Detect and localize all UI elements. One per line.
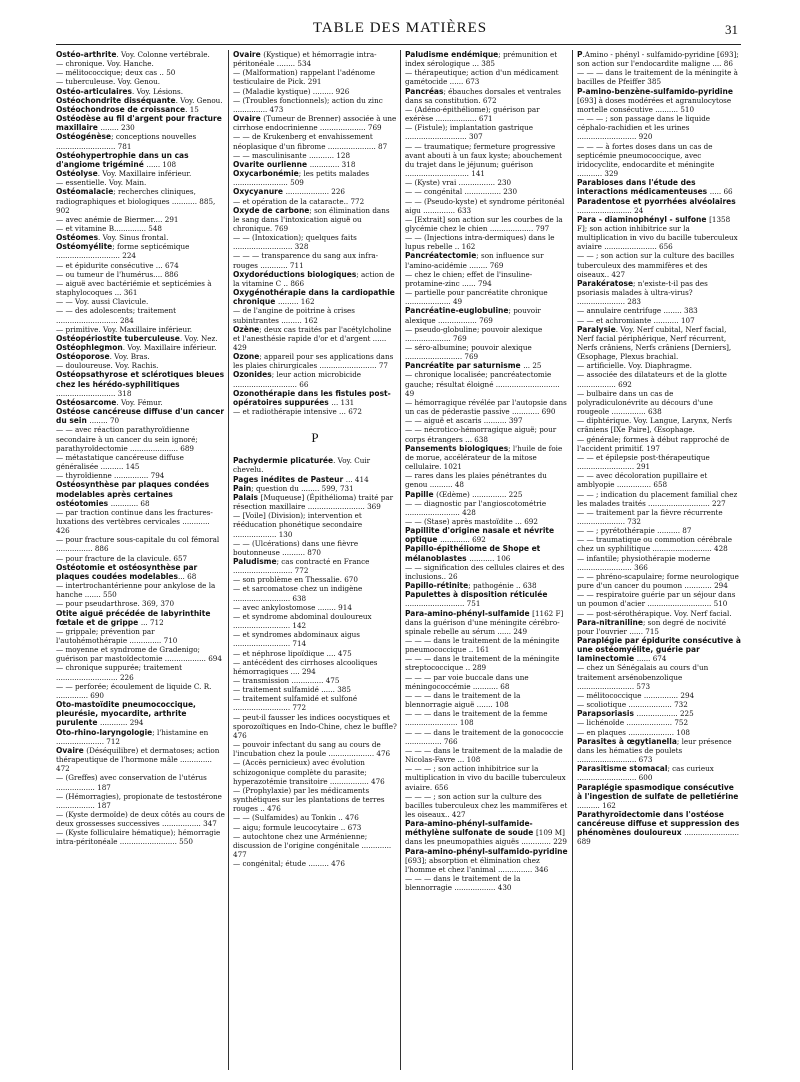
header-rule (56, 44, 741, 45)
index-entry: Ozonides; leur action microbicide ............................ 66 (233, 370, 362, 389)
index-entry: — — diagnostic par l'angioscotométrie ........................ 428 (405, 498, 547, 517)
index-entry: — transmission .............. 475 (233, 676, 340, 685)
index-entry: — — post-sérothérapique. Voy. Nerf facial. (577, 608, 732, 618)
index-entry: Pain; question du ........ 599, 731 (233, 483, 354, 493)
index-entry: — (Adéno-épithéliome); guérison par exérèse .................. 671 (405, 104, 540, 124)
index-entry: — — traitement par la fièvre récurrente ..................... 732 (577, 507, 723, 526)
index-entry: — essentielle. Voy. Main. (56, 178, 147, 188)
index-entry: — (Kyste dermoïde) de deux côtés au cours de deux grossesses successives ................. 347 (56, 809, 225, 829)
index-entry: P-amino-benzène-sulfamido-pyridine [693] à doses modérées et agranulocytose mortelle consécutive .......... 510 (577, 86, 733, 114)
index-entry: — (Greffes) avec conservation de l'utérus ................. 187 (56, 773, 207, 792)
index-entry: Otite aiguë précédée de labyrinthite fœtale et de grippe ... 712 (56, 608, 211, 627)
index-entry: — pseudo-globuline; pouvoir alexique .................... 769 (405, 324, 543, 343)
index-entry: — — — par voie buccale dans une méningococcémie ........... 68 (405, 672, 529, 691)
index-entry: Pancréatine-euglobuline; pouvoir alexique ................. 769 (405, 306, 541, 325)
index-entry: — et épidurite consécutive ... 674 (56, 260, 179, 270)
index-entry: Ostéoporose. Voy. Bras. (56, 352, 150, 362)
index-entry: — — (Stase) après mastoïdite ... 692 (405, 516, 538, 526)
index-entry: — de l'angine de poitrine à crises subintrantes ......... 162 (233, 306, 355, 325)
index-entry: — mélitococcique; deux cas .. 50 (56, 68, 176, 78)
index-entry: Ostéochondrite disséquante. Voy. Genou. (56, 95, 223, 105)
index-entry: — — des adolescents; traitement ........................... 284 (56, 306, 177, 325)
index-entry: — en plaques .................... 108 (577, 727, 690, 737)
index-column-2 (228, 50, 400, 1070)
index-entry: — — — ; son action sur la culture des bacilles tuberculeux chez les mammifères et les oiseaux.. 427 (405, 791, 568, 819)
index-entry: — — — dans le traitement de la méningite à bacilles de Pfeiffer 385 (577, 68, 738, 87)
index-entry: — par traction continue dans les fractures-luxations des vertèbres cervicales ............ 426 (56, 507, 213, 536)
index-entry: — — — ; son action inhibitrice sur la multiplication in vivo du bacille tuberculeux aviaire. 656 (405, 764, 566, 792)
index-entry: — pouvoir infectant du sang au cours de l'incubation chez la poule .................... 476 (233, 740, 391, 759)
index-entry: Papillite d'origine nasale et névrite optique ............. 692 (405, 526, 555, 545)
index-entry: — diphtérique. Voy. Langue, Larynx, Nerfs crâniens [IXe Paire], Œsophage. (577, 416, 732, 435)
index-entry: Para - diaminophényl - sulfone [1358 F]; son action inhibitrice sur la multiplication in vivo du bacille tuberculeux aviaire ....................... 656 (577, 214, 738, 252)
index-entry: Oxyde de carbone; son élimination dans le sang dans l'intoxication aiguë ou chronique. 769 (233, 205, 390, 233)
index-entry: — — congénital ................ 230 (405, 187, 518, 197)
index-entry: Para-amino-phényl-sulfamido-pyridine [693]; absorption et élimination chez l'homme et chez l'animal ............... 346 (405, 846, 568, 874)
index-entry: — chronique localisée; pancréatectomie gauche; résultat éloigné ............................ 49 (405, 370, 560, 398)
index-entry: Ostéopériostite tuberculeuse. Voy. Nez. (56, 333, 218, 343)
index-entry: Ostéosynthèse par plaques condées modelables après certaines ostéotomies ............ 68 (56, 480, 210, 508)
index-entry: — aigu; formule leucocytaire .. 673 (233, 822, 362, 832)
index-entry: — — ; pyrétothérapie .......... 87 (577, 526, 692, 536)
index-entry: — — avec réaction parathyroïdienne secondaire à un cancer du sein ignoré; parathyroïdectomie ..................... 689 (56, 425, 198, 453)
index-entry: Oxycarbonémie; les petits malades ........................ 509 (233, 169, 370, 188)
index-entry: Ovaire (Kystique) et hémorragie intra-péritonéale ........ 534 (233, 50, 377, 69)
index-entry: Pancréatectomie; son influence sur l'amino-acidémie ........ 769 (405, 251, 544, 270)
index-entry: Ostéohypertrophie dans un cas d'angiome trigéminé ...... 108 (56, 150, 189, 169)
index-entry: — séro-albumine; pouvoir alexique ......................... 769 (405, 343, 532, 362)
index-entry: Ostéose cancéreuse diffuse d'un cancer du sein ........ 70 (56, 407, 225, 426)
index-entry: Parathyroïdectomie dans l'ostéose cancéreuse diffuse et suppression des phénomènes douloureux ........................ 689 (577, 809, 740, 847)
index-entry: — — — ; son passage dans le liquide céphalo-rachidien et les urines .......................... 920 (577, 114, 711, 142)
index-entry: Ostéosarcome. Voy. Fémur. (56, 397, 163, 407)
index-entry: — intertrochantérienne pour ankylose de la hanche ....... 550 (56, 581, 216, 600)
index-column-4 (572, 50, 744, 1070)
index-entry: — [Extrait] son action sur les courbes de la glycémie chez le chien ................... 797 (405, 214, 563, 233)
index-entry: — chez un Sénégalais au cours d'un traitement arsénobenzolique ......................... 573 (577, 663, 709, 691)
index-entry: — — ; son action sur la culture des bacilles tuberculeux des mammifères et des oiseaux.. 427 (577, 251, 735, 279)
index-entry: — traitement sulfamidé ...... 385 (233, 685, 351, 695)
index-entry: — — signification des cellules claires et des inclusions.. 26 (405, 562, 565, 581)
index-entry: — (Fistule); implantation gastrique ........................... 307 (405, 123, 534, 142)
index-entry: — — nécrotico-hémorragique aiguë; pour corps étrangers ... 638 (405, 425, 557, 444)
index-entry: — — avec décoloration pupillaire et amblyopie ............... 658 (577, 471, 708, 490)
index-entry: Ostéophlegmon. Voy. Maxillaire inférieur. (56, 343, 217, 352)
index-entry: — lichénoïde .................... 752 (577, 718, 689, 728)
index-entry: — et opération de la cataracte.. 772 (233, 196, 365, 206)
index-entry: Oxydoréductions biologiques; action de la vitamine C .. 866 (233, 269, 395, 288)
index-entry: — et vitamine B.............. 548 (56, 223, 162, 233)
index-entry: — infantile; physiothérapie moderne ........................ 366 (577, 553, 711, 572)
index-entry: — scoliotique ................... 732 (577, 700, 688, 710)
index-entry: — — masculinisante ........... 128 (233, 150, 351, 160)
index-entry: — (Prophylaxie) par les médicaments synthétiques sur les plantations de terres rouges .. 476 (233, 785, 385, 814)
index-entry: — — respiratoire guérie par un séjour dans un poumon d'acier ............................ 510 (577, 590, 736, 609)
index-entry: — douloureuse. Voy. Rachis. (56, 361, 159, 371)
index-entry: Parakératose; n'existe-t-il pas des psoriasis malades à ultra-virus? ..................... 283 (577, 278, 708, 307)
index-entry: — — Voy. aussi Clavicule. (56, 297, 149, 307)
index-entry: — rares dans les plaies pénétrantes du genou .......... 48 (405, 471, 547, 490)
index-entry: Ostéogénèse; conceptions nouvelles .......................... 781 (56, 132, 197, 151)
index-entry: Paraplégie spasmodique consécutive à l'ingestion de sulfate de pelletiérine .......... 162 (577, 782, 739, 810)
index-entry: Parapsoriasis .................. 225 (577, 709, 694, 719)
index-entry: — hémorragique révélée par l'autopsie dans un cas de péderastie passive ............ 690 (405, 397, 567, 417)
index-entry: — pour fracture sous-capitale du col fémoral ................ 886 (56, 535, 220, 554)
index-entry: — thérapeutique; action d'un médicament gamétocide ...... 673 (405, 68, 559, 87)
index-entry: Ostéo-articulaires. Voy. Lésions. (56, 86, 183, 96)
index-entry: Papillo-rétinite; pathogénie .. 638 (405, 581, 537, 591)
index-entry: — — traumatique; fermeture progressive avant abouti à un faux kyste; abouchement du trajet dans le jéjunum; guérison ............................ 141 (405, 141, 563, 179)
index-entry: Pachydermie plicaturée. Voy. Cuir chevelu. (233, 456, 371, 475)
index-entry: Para-amino-phényl-sulfamide-méthylène sulfonate de soude [109 M] dans les pneumopathies aiguës ............. 229 (405, 819, 567, 847)
index-entry: — (Troubles fonctionnels); action du zinc ............... 473 (233, 95, 383, 114)
index-entry: — — — dans le traitement de la maladie de Nicolas-Favre ... 108 (405, 745, 563, 765)
index-entry: — — — dans le traitement de la blennorragie aiguë ....... 108 (405, 690, 521, 710)
index-entry: — et néphrose lipoïdique .... 475 (233, 648, 352, 658)
index-entry: — — et épilepsie post-thérapeutique ......................... 291 (577, 452, 710, 472)
index-entry: Ostéomyélite; forme septicémique ............................ 224 (56, 242, 190, 261)
index-column-3 (400, 50, 572, 1070)
page-header (0, 20, 800, 42)
index-entry: Parasitisme stomacal; cas curieux .......................... 600 (577, 764, 714, 783)
index-entry: — chronique suppurée; traitement ........................... 226 (56, 663, 183, 682)
index-entry: — primitive. Voy. Maxillaire inférieur. (56, 324, 193, 334)
index-entry: — tuberculeuse. Voy. Genou. (56, 77, 161, 87)
index-entry: — générale; formes à début rapproché de l'accident primitif. 197 (577, 434, 730, 453)
index-entry: — avec anémie de Biermer.... 291 (56, 214, 179, 224)
index-entry: — et syndrome abdominal douloureux ......................... 142 (233, 611, 372, 631)
index-entry: Papillo-épithéliome de Shope et mélanoblastes ........... 106 (405, 544, 541, 563)
index-entry: — grippale; prévention par l'autohémothérapie .............. 710 (56, 626, 178, 645)
section-letter: P (311, 430, 319, 446)
index-entry: — (Accès pernicieux) avec évolution schizogonique complète du parasite; hyperazotémie transitoire ................. 476 (233, 758, 385, 786)
index-entry: Paludisme endémique; prémunition et index sérologique ... 385 (405, 50, 558, 69)
index-entry: — — aiguë et ascaris .......... 397 (405, 416, 523, 426)
index-entry: — — — dans le traitement de la blennorragie .................. 430 (405, 874, 521, 893)
index-entry: — — — dans le traitement de la femme ....................... 108 (405, 709, 548, 728)
index-entry: — autochtone chez une Arménienne; discussion de l'origine congénitale ............. 477 (233, 831, 392, 859)
page-number: 31 (725, 22, 738, 37)
index-entry: — — — à fortes doses dans un cas de septicémie pneumococcique, avec iridocyclite, endocardite et méningite ........... 329 (577, 141, 715, 179)
index-entry: — (Maladie kystique) ......... 926 (233, 86, 350, 96)
index-entry: — congénital; étude ......... 476 (233, 859, 345, 869)
index-entry: Ostéomalacie; recherches cliniques, radiographiques et biologiques ........... 885, 902 (56, 187, 216, 215)
index-entry: — — — transparence du sang aux infra-rouges ............ 711 (233, 251, 379, 270)
index-entry: — antécédent des cirrhoses alcooliques hémorragiques .... 294 (233, 657, 378, 676)
index-entry: — (Kyste) vrai ................ 230 (405, 178, 512, 188)
index-entry: Ovaire (Déséquilibre) et dermatoses; action thérapeutique de l'hormone mâle .............. 472 (56, 745, 220, 774)
index-entry: — (Malformation) rappelant l'adénome testiculaire de Pick. 291 (233, 68, 375, 87)
index-entry: Para-nitraniline; son degré de nocivité pour l'ouvrier ...... 715 (577, 617, 726, 636)
index-entry: Pancréatite par saturnisme ... 25 (405, 361, 542, 371)
index-entry: — — — dans le traitement de la méningite streptococcique .. 289 (405, 654, 560, 673)
index-entry: Paludisme; cas contracté en France .......................... 772 (233, 556, 370, 576)
index-entry: Para-amino-phényl-sulfamide [1162 F] dans la guérison d'une méningite cérébro-spinale rebelle au sérum ...... 249 (405, 608, 564, 636)
index-entry: — thyroïdienne ............... 794 (56, 471, 165, 481)
index-entry: — bulbaire dans un cas de polyradiculonévrite au décours d'une rougeole ............... 638 (577, 388, 713, 417)
index-entry: Ostéomes. Voy. Sinus frontal. (56, 233, 169, 243)
index-entry: Ostéotomie et ostéosynthèse par plaques coudées modelables... 68 (56, 562, 198, 581)
index-entry: Ostéopsathyrose et sclérotiques bleues chez les hérédo-syphilitiques .......................... 318 (56, 370, 225, 398)
index-entry: Oxycyanure ................... 226 (233, 187, 345, 197)
index-column-1 (56, 50, 228, 1070)
index-entry: — — phréno-scapulaire; forme neurologique pure d'un cancer du poumon ............ 294 (577, 571, 739, 591)
index-entry: Pansements biologiques; l'huile de foie de morue, accélérateur de la mitose cellulaire. 1021 (405, 443, 563, 472)
index-entry: — pour fracture de la clavicule. 657 (56, 553, 188, 563)
index-entry: Oto-rhino-laryngologie; l'histamine en ..................... 712 (56, 727, 209, 746)
index-entry: — moyenne et syndrome de Gradenigo; guérison par mastoïdectomie .................. 694 (56, 645, 222, 664)
index-entry: Ozène; deux cas traités par l'acétylcholine et l'anesthésie rapide d'or et d'argent ...... 429 (233, 324, 392, 352)
index-entry: — — — dans le traitement de la gonococcie ................ 766 (405, 727, 564, 746)
index-entry: — partielle pour pancréatite chronique .................... 49 (405, 288, 548, 307)
index-entry: — peut-il fausser les indices oocystiques et sporozoïtiques en Indo-Chine, chez le buffle? 476 (233, 712, 397, 740)
index-entry: — — (Injections intra-dermiques) dans le lupus rebelle .. 162 (405, 233, 555, 252)
index-entry: — et radiothérapie intensive ... 672 (233, 407, 362, 417)
index-entry: — traitement sulfamidé et sulfoné ......................... 772 (233, 694, 358, 713)
index-entry: Parabioses dans l'étude des interactions médicamenteuses ..... 66 (577, 178, 733, 197)
index-entry: — — ; indication du placement familial chez les malades traités ........................... 227 (577, 489, 738, 508)
index-entry: — [Voile] (Division); intervention et rééducation phonétique secondaire ................... 130 (233, 511, 363, 539)
index-entry: — associée des dilatateurs et de la glotte ................. 692 (577, 370, 727, 389)
index-entry: Palais [Muqueuse] (Épithélioma) traité par résection maxillaire ......................... 369 (233, 492, 394, 512)
index-entry: — — — dans le traitement de la méningite pneumococcique .. 161 (405, 636, 560, 655)
index-entry: Paralysie. Voy. Nerf cubital, Nerf facial, Nerf facial périphérique, Nerf récurrent, Nerfs crâniens, Nerfs crâniens [Derniers], Œsophage, Plexus brachial. (577, 324, 732, 362)
index-entry: Paraplégie par épidurite consécutive à une ostéomyélite, guérie par laminectomie ...... 674 (577, 636, 741, 664)
index-entry: — — de Krukenberg et envahissement néoplasique d'un fibrome ..................... 87 (233, 132, 388, 151)
index-entry: Ostéochondrose de croissance. 15 (56, 104, 199, 114)
index-entry: Oxygénothérapie dans la cardiopathie chronique ......... 162 (233, 288, 395, 307)
index-entry: — aiguë avec bactériémie et septicémies à staphylocoques ... 361 (56, 278, 212, 298)
page-title: TABLE DES MATIÈRES (312, 20, 488, 36)
index-entry: — — traumatique ou commotion cérébrale chez un syphilitique .......................... 428 (577, 535, 733, 554)
index-entry: Ostéolyse. Voy. Maxillaire inférieur. (56, 169, 192, 179)
index-entry: — annulaire centrifuge ........ 383 (577, 306, 698, 316)
index-entry: Ostéodèse au fil d'argent pour fracture maxillaire ........ 230 (56, 114, 222, 133)
index-entry: Ozonothérapie dans les fistules post-opératoires suppurées ... 131 (233, 388, 391, 407)
index-columns (56, 50, 744, 1070)
index-entry: — pour pseudarthrose. 369, 370 (56, 599, 175, 609)
index-entry: Ozone; appareil pour ses applications dans les plaies chirurgicales ......................... 77 (233, 352, 394, 371)
index-entry: — métastatique cancéreuse diffuse généralisée .......... 145 (56, 452, 184, 472)
index-entry: — (Kyste folliculaire hématique); hémorragie intra-péritonéale ......................... 550 (56, 828, 221, 847)
index-entry: — (Hémorragies), propionate de testostérone ................. 187 (56, 791, 222, 810)
index-entry: Ostéo-arthrite. Voy. Colonne vertébrale. (56, 50, 210, 59)
index-entry: — — (Sulfamides) au Tonkin .. 476 (233, 813, 359, 823)
index-entry: — — et achromiante ........... 107 (577, 315, 695, 325)
index-entry: Ovarite ourlienne ............. 318 (233, 159, 356, 169)
index-entry: Parasites à œgytianella; leur présence dans les hématies de poulets .......................... 673 (577, 736, 732, 765)
index-entry: Oto-mastoïdite pneumococcique, pleurésie, myocardite, arthrite purulente ............ 294 (56, 700, 196, 728)
index-entry: Paradentose et pyorrhées alvéolaires ........................ 24 (577, 196, 736, 215)
index-entry: — — perforée; écoulement de liquide C. R. .............. 690 (56, 681, 212, 700)
index-entry: Ovaire (Tumeur de Brenner) associée à une cirrhose endocrinienne .................... 769 (233, 114, 397, 133)
index-entry: — son problème en Thessalie. 670 (233, 575, 358, 585)
index-entry: — et sarcomatose chez un indigène ......................... 638 (233, 584, 363, 603)
index-entry: — — (Intoxication); quelques faits .......................... 328 (233, 233, 357, 252)
index-entry: — avec ankylostomose ........ 914 (233, 602, 352, 612)
index-entry: Pages inédites de Pasteur ... 414 (233, 474, 369, 484)
index-entry: Pancréas; ébauches dorsales et ventrales dans sa constitution. 672 (405, 86, 561, 105)
index-entry: P.Amino - phényl - sulfamido-pyridine [693]; son action sur l'endocardite maligne .... 86 (577, 50, 739, 69)
index-entry: — et syndromes abdominaux aigus ......................... 714 (233, 630, 360, 649)
index-entry: — — (Pseudo-kyste) et syndrome péritonéal aigu .............. 633 (405, 196, 565, 215)
index-entry: Papulettes à disposition réticulée .......................... 751 (405, 590, 548, 609)
index-entry: — artificielle. Voy. Diaphragme. (577, 361, 692, 371)
index-entry: — — (Ulcérations) dans une fièvre boutonneuse .......... 870 (233, 538, 359, 557)
index-entry: — chez le chien; effet de l'insuline-protamine-zinc ...... 794 (405, 269, 533, 288)
index-entry: Papille (Œdème) ............... 225 (405, 489, 523, 499)
index-entry: — ou tumeur de l'humérus.... 886 (56, 269, 179, 279)
index-entry: — chronique. Voy. Hanche. (56, 59, 154, 69)
index-entry: — mélitococcique ............... 294 (577, 690, 695, 700)
